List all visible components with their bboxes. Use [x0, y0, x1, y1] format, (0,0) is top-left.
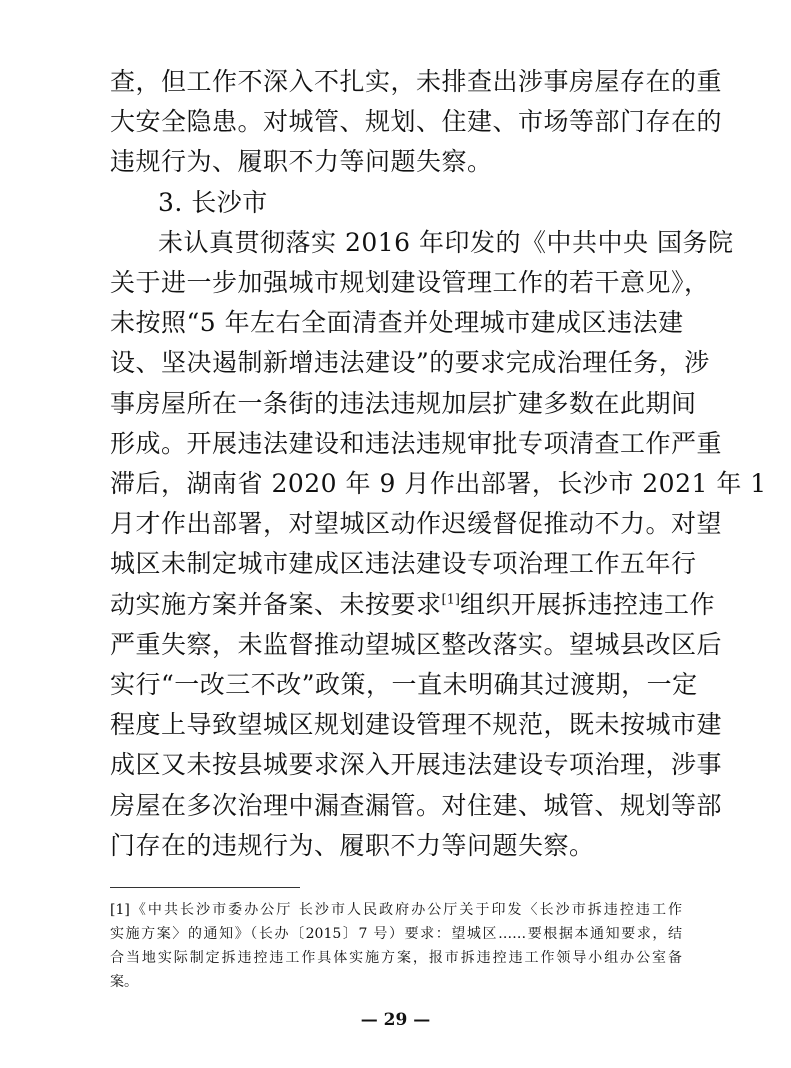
footnote-line: [1]《中共长沙市委办公厅 长沙市人民政府办公厅关于印发〈长沙市拆违控违工作: [110, 902, 682, 918]
paragraph-line: 未按照“5 年左右全面清查并处理城市建成区违法建: [110, 308, 684, 338]
paragraph-line: 房屋在多次治理中漏查漏管。对住建、城管、规划等部: [110, 790, 723, 820]
paragraph-line: 关于进一步加强城市规划建设管理工作的若干意见》，: [110, 268, 710, 297]
paragraph-line: 大安全隐患。对城管、规划、住建、市场等部门存在的: [110, 107, 723, 137]
paragraph-line: 查，但工作不深入不扎实，未排查出涉事房屋存在的重: [110, 67, 723, 96]
line-text: 动实施方案并备案、未按要求: [110, 589, 442, 619]
paragraph-line: 形成。开展违法建设和违法违规审批专项清查工作严重: [110, 428, 723, 458]
paragraph-line: 违规行为、履职不力等问题失察。: [110, 147, 493, 177]
paragraph-line: 程度上导致望城区规划建设管理不规范，既未按城市建: [110, 710, 723, 740]
paragraph-line: 实行“一改三不改”政策，一直未明确其过渡期，一定: [110, 670, 698, 699]
paragraph-line: 未认真贯彻落实 2016 年印发的《中共中央 国务院: [158, 227, 734, 257]
paragraph-line: 严重失察，未监督推动望城区整改落实。望城县改区后: [110, 629, 723, 659]
paragraph-line: 滞后，湖南省 2020 年 9 月作出部署，长沙市 2021 年 1: [110, 469, 767, 498]
footnote-line: 合当地实际制定拆违控违工作具体实施方案，报市拆违控违工作领导小组办公室备: [110, 950, 682, 966]
footnote-divider: [110, 887, 300, 888]
line-text: 组织开展拆违控违工作: [459, 589, 715, 619]
paragraph-line: 月才作出部署，对望城区动作迟缓督促推动不力。对望: [110, 509, 723, 539]
footnote-line: 案。: [110, 974, 138, 990]
paragraph-line: 城区未制定城市建成区违法建设专项治理工作五年行: [110, 549, 697, 579]
paragraph-line: 设、坚决遏制新增违法建设”的要求完成治理任务，涉: [110, 348, 710, 378]
paragraph-line: [110, 585, 715, 625]
section-heading: 3. 长沙市: [158, 187, 268, 217]
footnote-reference[interactable]: [1]: [441, 592, 460, 608]
paragraph-line: 门存在的违规行为、履职不力等问题失察。: [110, 830, 595, 860]
paragraph-line: 成区又未按县城要求深入开展违法建设专项治理，涉事: [110, 750, 723, 780]
paragraph-line: 事房屋所在一条街的违法违规加层扩建多数在此期间: [110, 388, 697, 418]
page-number: — 29 —: [360, 1010, 431, 1030]
footnote-line: 实施方案〉的通知》（长办〔2015〕7 号）要求：望城区……要根据本通知要求，结: [110, 926, 682, 942]
